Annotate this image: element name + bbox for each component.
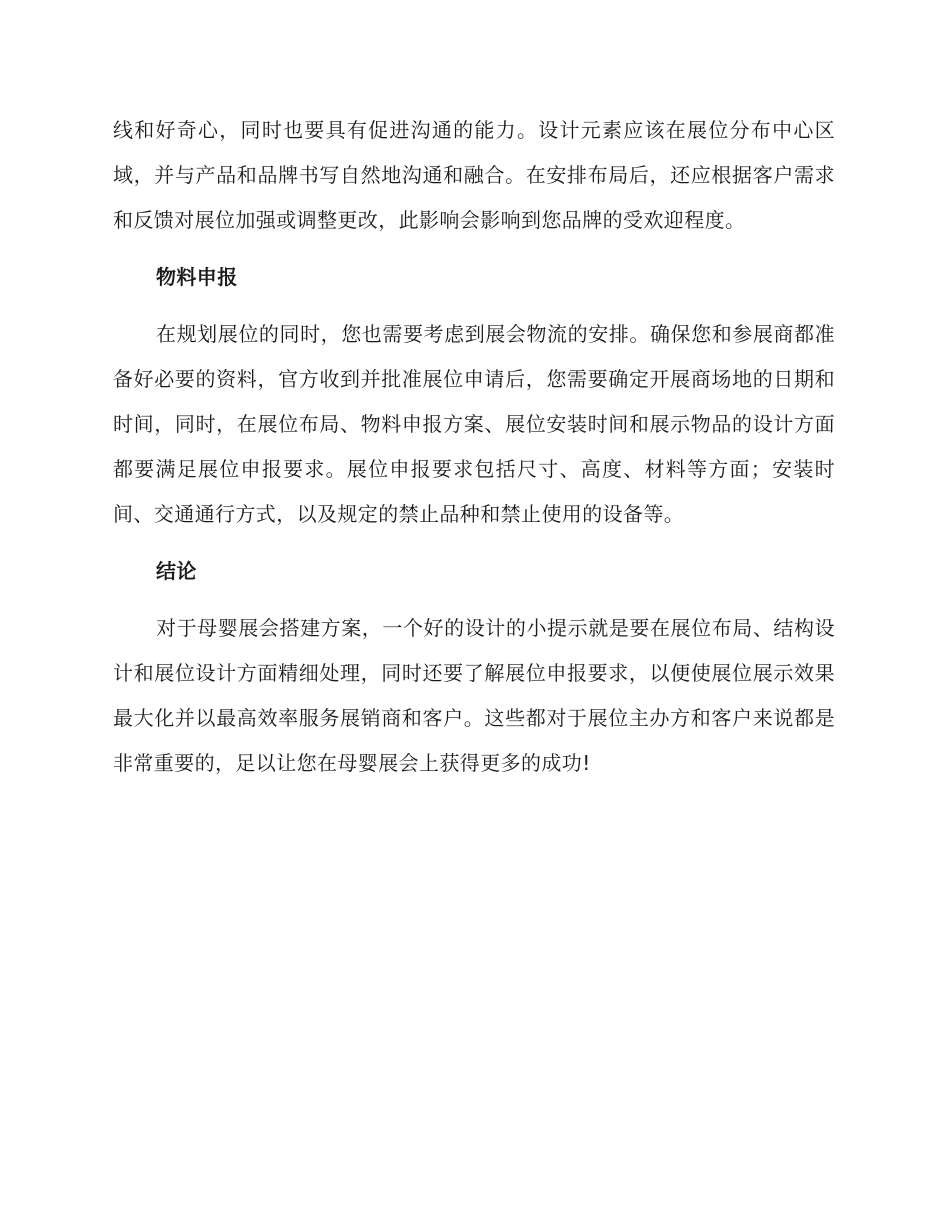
materials-paragraph: 在规划展位的同时，您也需要考虑到展会物流的安排。确保您和参展商都准备好必要的资料，官方收到并批准展位申请后，您需要确定开展商场地的日期和时间，同时，在展位布局、物料申报方案、展位安装时间和展示物品的设计方面都要满足展位申报要求。展位申报要求包括尺寸、高度、材料等方面；安装时间、交通通行方式，以及规定的禁止品种和禁止使用的设备等。 — [113, 322, 835, 526]
document-page — [113, 108, 835, 786]
section-heading-conclusion: 结论 — [156, 559, 197, 583]
section-heading-materials: 物料申报 — [156, 265, 238, 289]
conclusion-paragraph: 对于母婴展会搭建方案，一个好的设计的小提示就是要在展位布局、结构设计和展位设计方面精细处理，同时还要了解展位申报要求，以便使展位展示效果最大化并以最高效率服务展销商和客户。这些都对于展位主办方和客户来说都是非常重要的，足以让您在母婴展会上获得更多的成功! — [113, 616, 835, 775]
intro-paragraph: 线和好奇心，同时也要具有促进沟通的能力。设计元素应该在展位分布中心区域，并与产品和品牌书写自然地沟通和融合。在安排布局后，还应根据客户需求和反馈对展位加强或调整更改，此影响会影响到您品牌的受欢迎程度。 — [113, 118, 835, 232]
